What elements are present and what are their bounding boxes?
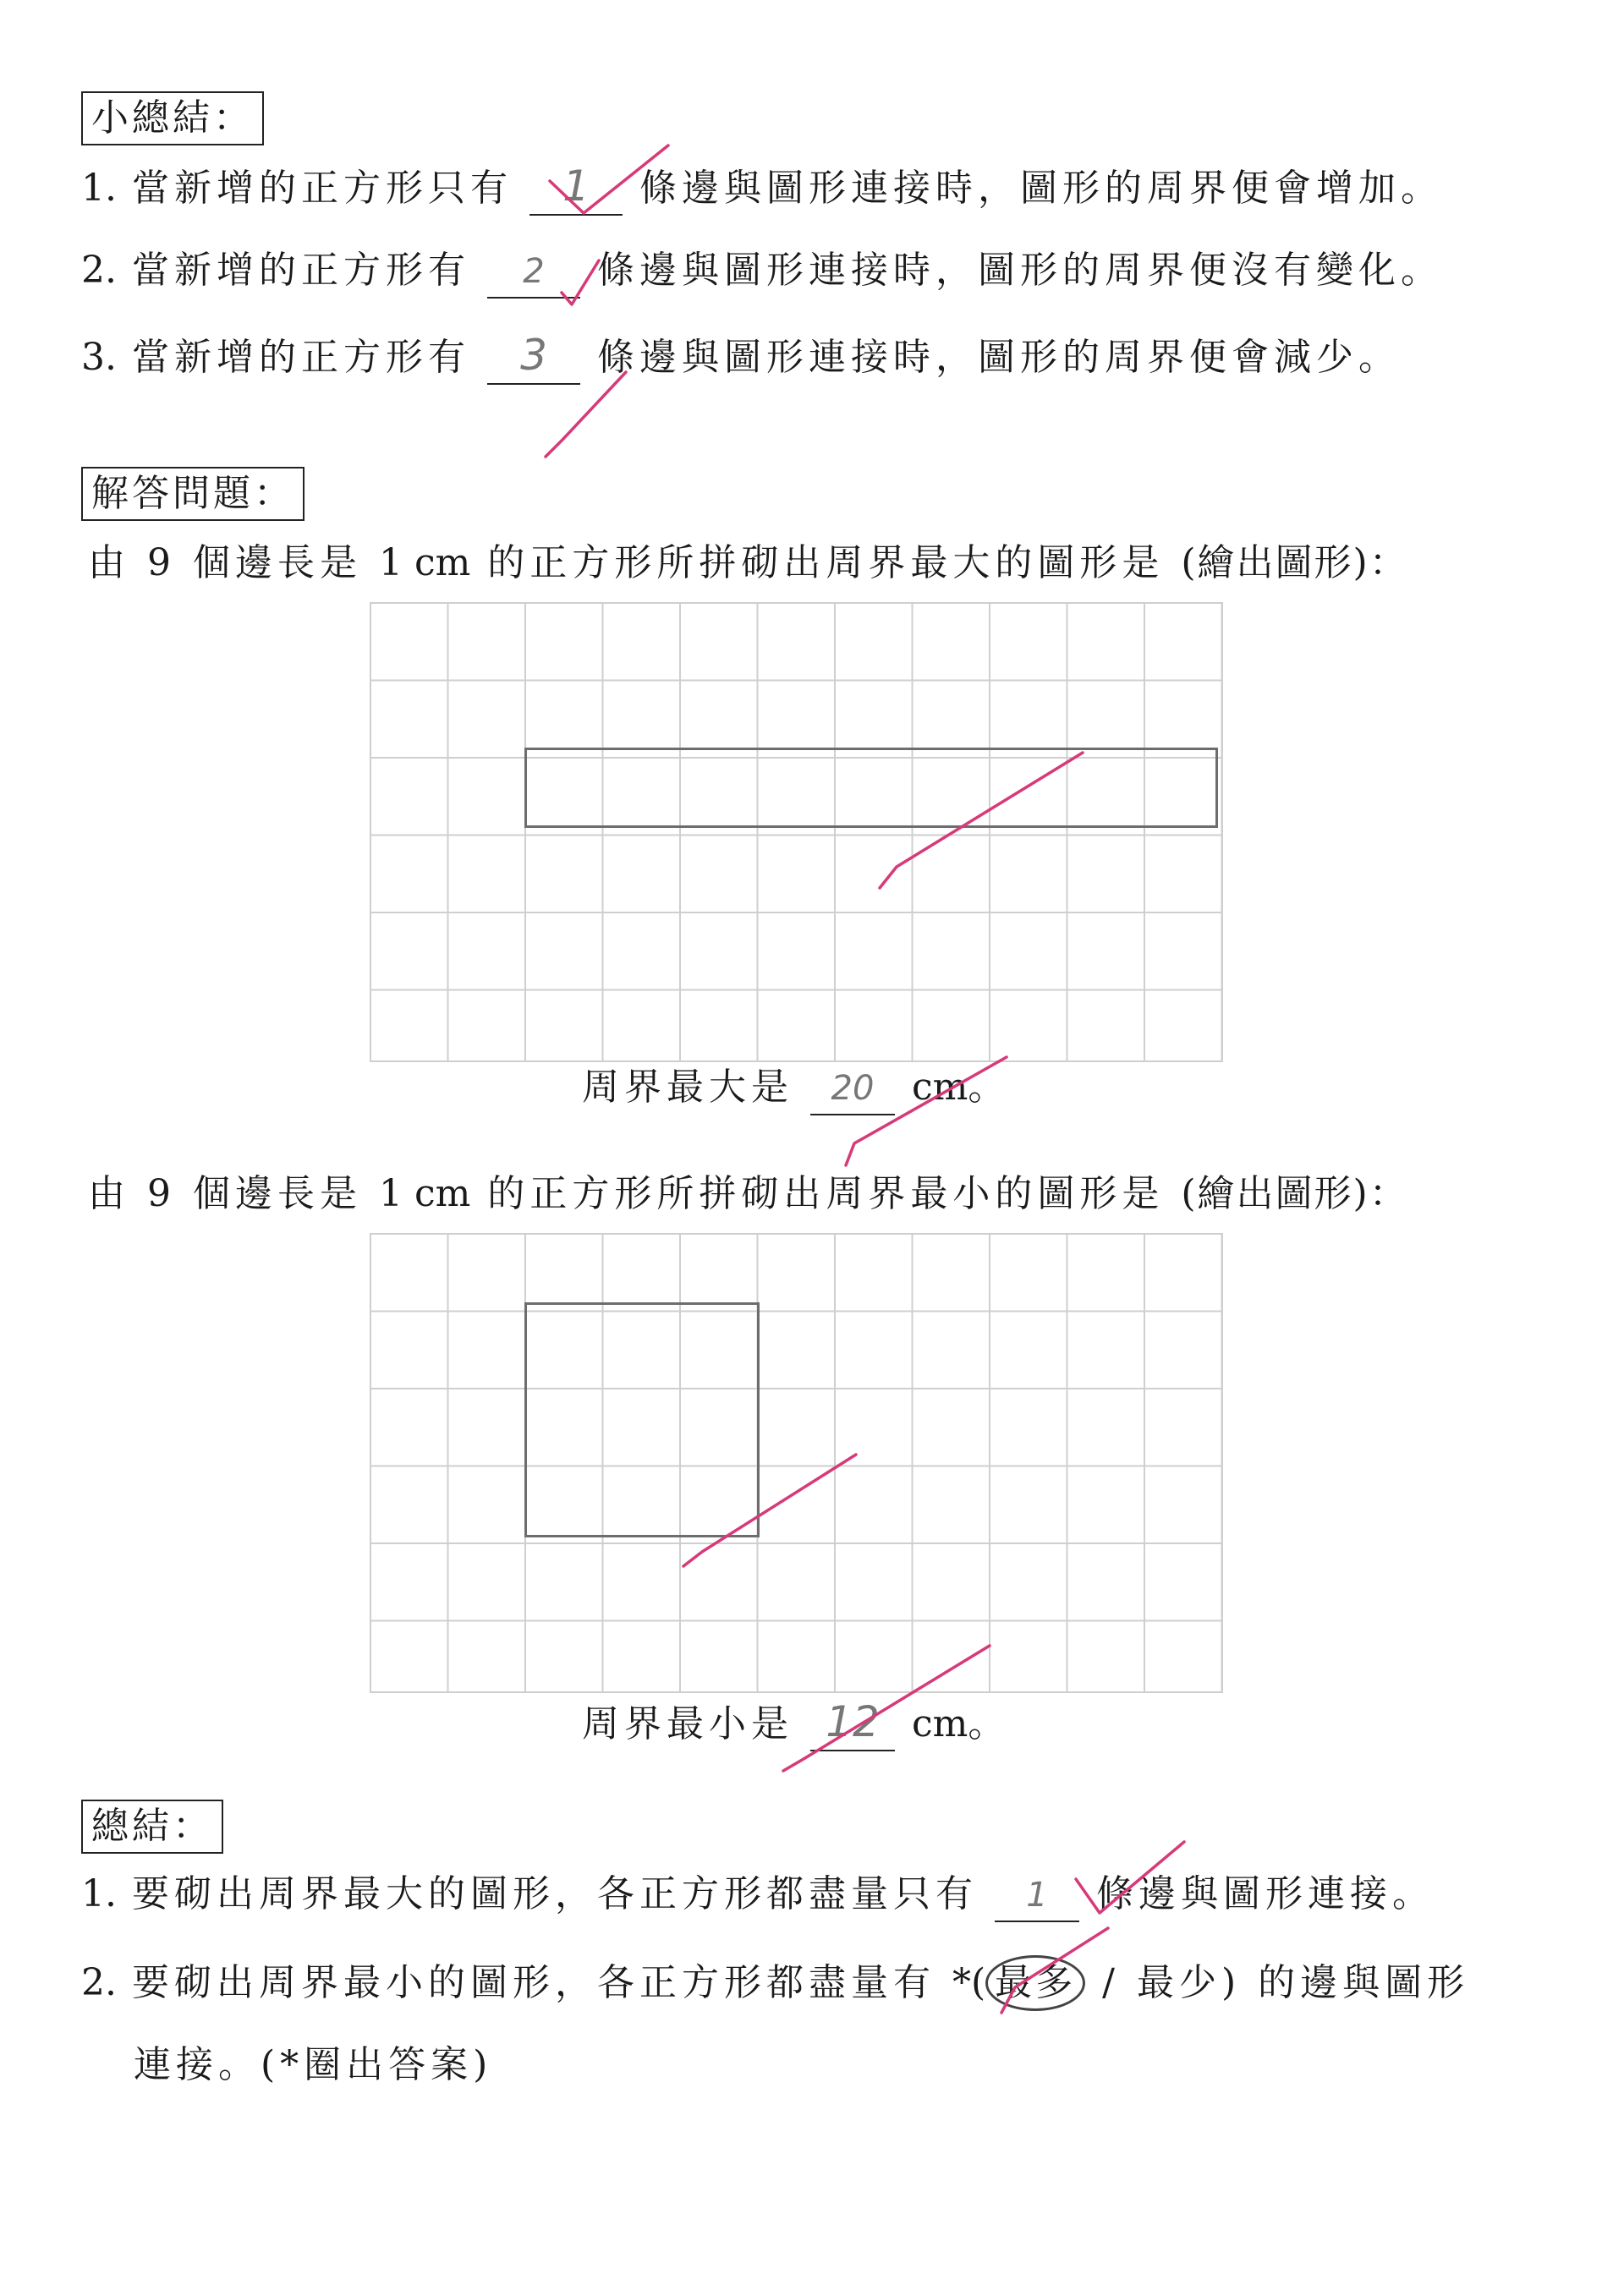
item-text-after: 的邊與圖形 xyxy=(1258,1961,1470,2004)
solve-heading: 解答問題： xyxy=(81,467,304,521)
result-unit: cm。 xyxy=(912,1066,1006,1109)
item-number: 1. xyxy=(81,1872,117,1915)
item-text-before: 當新增的正方形有 xyxy=(131,249,470,292)
check-mark-icon xyxy=(546,372,626,457)
answer-blank[interactable] xyxy=(810,1696,895,1751)
prompt-unit-length: 1 cm xyxy=(379,1172,471,1215)
choice-option-most-circled[interactable]: 最多 xyxy=(985,1955,1085,2011)
handwritten-answer: 12 xyxy=(826,1697,880,1746)
answer-blank[interactable] xyxy=(529,161,623,216)
item-number: 2. xyxy=(81,249,117,292)
summary-item-2 xyxy=(81,1955,1469,2011)
item-text-after: 條邊與圖形連接時，圖形的周界便沒有變化。 xyxy=(596,249,1443,292)
small-summary-heading: 小總結： xyxy=(81,91,264,145)
handwritten-answer: 20 xyxy=(831,1069,875,1108)
drawing-grid-2[interactable] xyxy=(370,1233,1223,1693)
prompt-part: (繪出圖形)： xyxy=(1181,1172,1408,1215)
handwritten-answer: 2 xyxy=(523,252,545,291)
handwritten-answer: 1 xyxy=(562,162,590,211)
handwritten-answer: 3 xyxy=(520,331,547,380)
result-label: 周界最小是 xyxy=(582,1702,793,1745)
prompt-part: 由 xyxy=(88,541,130,584)
prompt-part: 個邊長是 xyxy=(193,1172,362,1215)
item-text-before: 要砌出周界最小的圖形，各正方形都盡量有 xyxy=(131,1961,935,2004)
item-text-before: 當新增的正方形有 xyxy=(131,336,470,379)
item-text-after: 條邊與圖形連接時，圖形的周界便會增加。 xyxy=(639,167,1443,210)
prompt-count: 9 xyxy=(147,541,176,584)
question-2-prompt xyxy=(88,1169,1408,1219)
prompt-unit-length: 1 cm xyxy=(379,541,471,584)
summary-item-1 xyxy=(81,1869,1435,1922)
prompt-part: 個邊長是 xyxy=(193,541,362,584)
drawing-grid-1[interactable] xyxy=(370,602,1223,1062)
answer-blank[interactable] xyxy=(487,245,580,299)
item-text-before: 要砌出周界最大的圖形，各正方形都盡量只有 xyxy=(131,1872,978,1915)
answer-blank[interactable] xyxy=(487,330,580,385)
choice-prefix: *( xyxy=(952,1961,986,2004)
item-text-before: 當新增的正方形只有 xyxy=(131,167,513,210)
result-label: 周界最大是 xyxy=(582,1066,793,1109)
item-number: 2. xyxy=(81,1961,117,2004)
item-text-after: 條邊與圖形連接。 xyxy=(1095,1872,1435,1915)
item-number: 1. xyxy=(81,167,117,210)
answer-blank[interactable] xyxy=(995,1869,1079,1922)
question-1-prompt xyxy=(88,538,1408,589)
small-summary-item-2 xyxy=(81,245,1443,299)
result-unit: cm。 xyxy=(912,1702,1006,1745)
item-text-after: 條邊與圖形連接時，圖形的周界便會減少。 xyxy=(596,336,1401,379)
prompt-part: 的正方形所拼砌出周界最大的圖形是 xyxy=(487,541,1165,584)
prompt-part: 由 xyxy=(88,1172,130,1215)
prompt-part: (繪出圖形)： xyxy=(1181,541,1408,584)
prompt-part: 的正方形所拼砌出周界最小的圖形是 xyxy=(487,1172,1165,1215)
small-summary-item-3 xyxy=(81,330,1401,385)
question-1-result xyxy=(582,1062,1005,1115)
choice-separator: / xyxy=(1102,1961,1120,2004)
drawn-rectangle-1x9 xyxy=(524,748,1218,828)
summary-heading: 總結： xyxy=(81,1800,223,1854)
choice-option-least[interactable]: 最少) xyxy=(1136,1961,1242,2004)
question-2-result xyxy=(582,1696,1005,1751)
answer-blank[interactable] xyxy=(810,1062,895,1115)
item-number: 3. xyxy=(81,336,117,379)
handwritten-answer: 1 xyxy=(1026,1876,1048,1915)
small-summary-item-1 xyxy=(81,161,1443,216)
drawn-square-3x3 xyxy=(524,1302,760,1537)
summary-item-2-continuation: 連接。(*圈出答案) xyxy=(134,2043,493,2086)
prompt-count: 9 xyxy=(147,1172,176,1215)
